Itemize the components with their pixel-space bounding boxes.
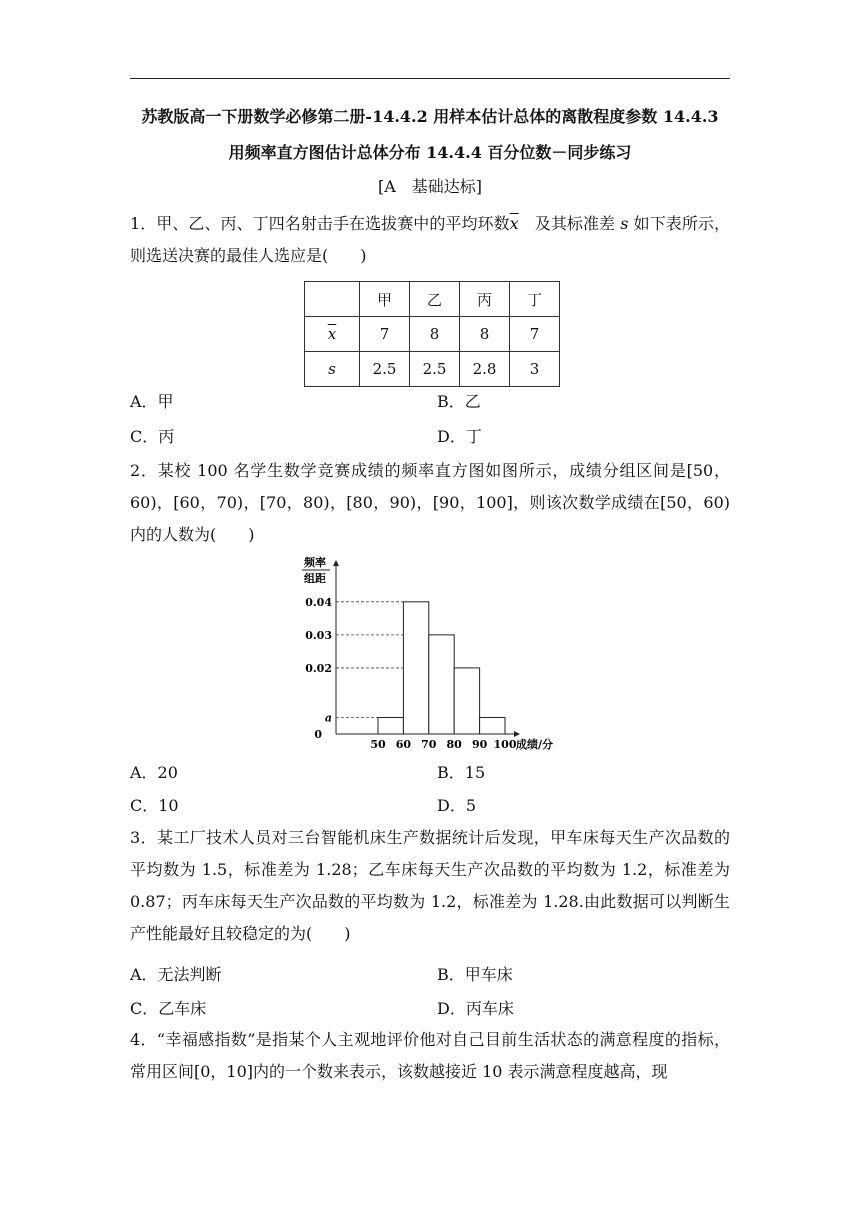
table-header-bing: 丙 <box>460 282 510 317</box>
table-header-row <box>305 282 560 317</box>
y-tick-label: 0.02 <box>305 661 332 675</box>
y-axis-label-bottom: 组距 <box>304 572 326 585</box>
question-4-text: 4．“幸福感指数”是指某个人主观地评价他对自己目前生活状态的满意程度的指标，常用区间[0，10]内的一个数来表示，该数越接近 10 表示满意程度越高，现 <box>130 1030 730 1081</box>
x-tick-label: 100 <box>493 738 517 751</box>
x-tick-label: 70 <box>421 738 437 751</box>
q3-option-a[interactable]: A．无法判断 <box>130 965 222 984</box>
q3-option-c[interactable]: C．乙车床 <box>130 999 207 1018</box>
table-cell: 2.5 <box>410 352 460 387</box>
q1-option-a[interactable]: A．甲 <box>130 392 174 411</box>
q1-s-symbol: s <box>620 214 629 233</box>
histogram-bar <box>454 668 479 734</box>
y-axis-arrow <box>333 560 339 566</box>
q1-option-b[interactable]: B．乙 <box>437 392 481 411</box>
histogram-bar <box>480 717 505 734</box>
q3-option-b[interactable]: B．甲车床 <box>437 965 513 984</box>
q1-option-c[interactable]: C．丙 <box>130 427 175 446</box>
histogram-bar <box>429 635 454 734</box>
y-tick-label: 0.03 <box>305 628 332 642</box>
table-cell: 8 <box>410 317 460 352</box>
x-axis-arrow <box>514 731 520 737</box>
y-tick-label: a <box>324 711 332 725</box>
table-cell: 2.8 <box>460 352 510 387</box>
q3-option-d[interactable]: D．丙车床 <box>437 999 514 1018</box>
doc-title-line1: 苏教版高一下册数学必修第二册-14.4.2 用样本估计总体的离散程度参数 14.4.3 <box>141 107 719 126</box>
row-label-xbar: $\overline{x}$ <box>305 317 360 352</box>
q1-text-a: 1．甲、乙、丙、丁四名射击手在选拔赛中的平均环数 <box>130 214 510 233</box>
y-tick-label-zero: 0 <box>314 728 322 741</box>
y-axis-label-top: 频率 <box>304 556 326 569</box>
doc-title-line2: 用频率直方图估计总体分布 14.4.4 百分位数－同步练习 <box>228 143 632 162</box>
header-rule <box>130 78 730 79</box>
table-header-yi: 乙 <box>410 282 460 317</box>
x-tick-label: 60 <box>395 738 412 751</box>
q1-xbar-symbol: $\overline{x}$ <box>509 214 519 233</box>
question-3-text: 3．某工厂技术人员对三台智能机床生产数据统计后发现，甲车床每天生产次品数的平均数为 1.5，标准差为 1.28；乙车床每天生产次品数的平均数为 1.2，标准差为 0.87；丙车床每天生产次品数的平均数为 1.2，标准差为 1.28.由此数据可以判断生产性能最好且较稳定的为( ) <box>130 828 730 943</box>
q1-option-d[interactable]: D．丁 <box>437 427 482 446</box>
question-1-text <box>130 208 730 272</box>
histogram-bar <box>378 717 403 734</box>
question-2-text: 2．某校 100 名学生数学竞赛成绩的频率直方图如图所示，成绩分组区间是[50，60)，[60，70)，[70，80)，[80，90)，[90，100]，则该次数学成绩在[50，60)内的人数为( ) <box>130 461 730 544</box>
x-tick-label: 50 <box>370 738 386 751</box>
x-tick-label: 80 <box>446 738 462 751</box>
x-tick-label: 90 <box>471 738 488 751</box>
table-row <box>305 352 560 387</box>
table-cell: 8 <box>460 317 510 352</box>
histogram-bar <box>403 602 428 734</box>
q2-option-a[interactable]: A．20 <box>130 763 178 782</box>
table-cell: 2.5 <box>360 352 410 387</box>
table-cell: 3 <box>510 352 560 387</box>
section-heading: [A 基础达标] <box>377 177 483 196</box>
table-row <box>305 317 560 352</box>
q1-text-c: 如下表所示，则选送决赛的最佳人选应是( ) <box>130 214 730 265</box>
frequency-histogram <box>300 552 590 752</box>
table-header-ding: 丁 <box>510 282 560 317</box>
q1-table <box>304 281 560 387</box>
row-label-s: s <box>305 352 360 387</box>
table-cell: 7 <box>510 317 560 352</box>
table-cell: 7 <box>360 317 410 352</box>
q2-option-b[interactable]: B．15 <box>437 763 486 782</box>
table-header-jia: 甲 <box>360 282 410 317</box>
table-corner-cell <box>305 282 360 317</box>
x-axis-label: 成绩/分 <box>516 738 554 751</box>
q1-text-b: 及其标准差 <box>534 214 616 233</box>
q2-option-c[interactable]: C．10 <box>130 796 179 815</box>
q2-option-d[interactable]: D．5 <box>437 796 477 815</box>
y-tick-label: 0.04 <box>305 595 332 609</box>
